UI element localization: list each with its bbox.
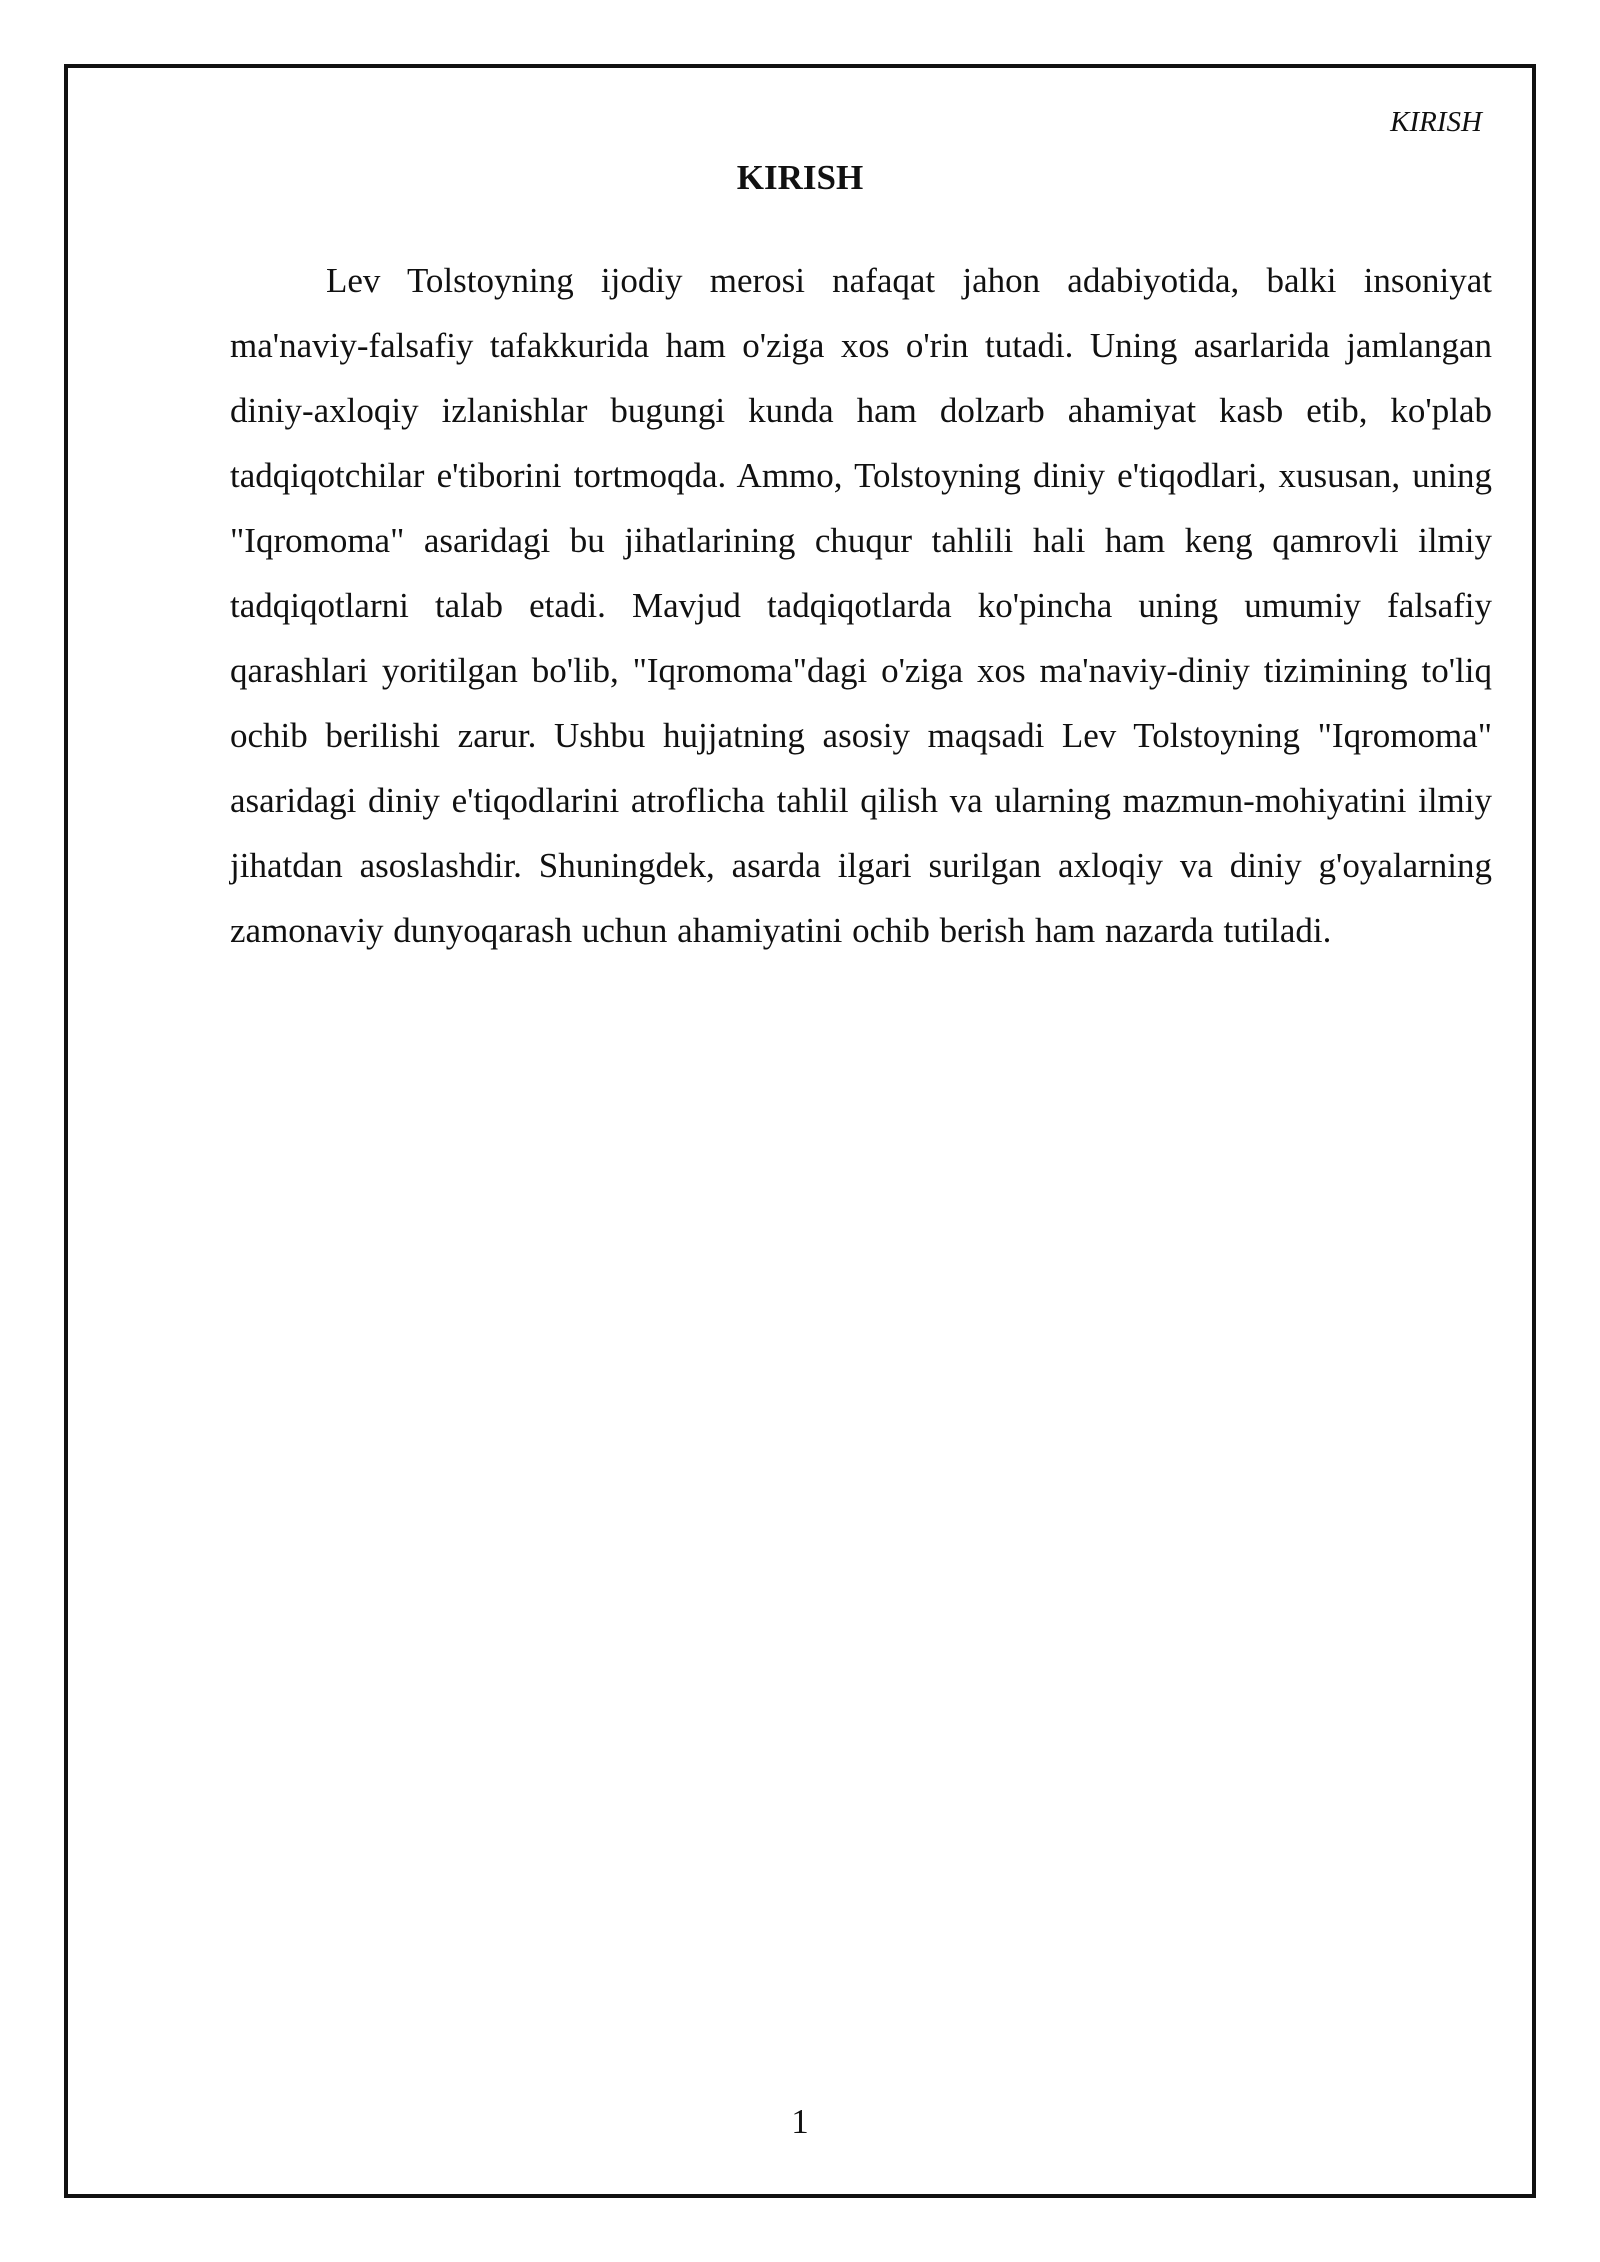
introduction-paragraph: Lev Tolstoyning ijodiy merosi nafaqat jahon adabiyotida, balki insoniyat ma'naviy-falsafiy tafakkurida ham o'ziga xos o'rin tutadi. Uning asarlarida jamlangan diniy-axloqiy izlanishlar bugungi kunda ham dolzarb ahamiyat kasb etib, ko'plab tadqiqotchilar e'tiborini tortmoqda. Ammo, Tolstoyning diniy e'tiqodlari, xususan, uning "Iqromoma" asaridagi bu jihatlarining chuqur tahlili hali ham keng qamrovli ilmiy tadqiqotlarni talab etadi. Mavjud tadqiqotlarda ko'pincha uning umumiy falsafiy qarashlari yoritilgan bo'lib, "Iqromoma"dagi o'ziga xos ma'naviy-diniy tizimining to'liq ochib berilishi zarur. Ushbu hujjatning asosiy maqsadi Lev Tolstoyning "Iqromoma" asaridagi diniy e'tiqodlarini atroflicha tahlil qilish va ularning mazmun-mohiyatini ilmiy jihatdan asoslashdir. Shuningdek, asarda ilgari surilgan axloqiy va diniy g'oyalarning zamonaviy dunyoqarash uchun ahamiyatini ochib berish ham nazarda tutiladi. bbox=[230, 261, 1492, 950]
running-header: KIRISH bbox=[1390, 106, 1482, 138]
page-border bbox=[64, 64, 1536, 2198]
section-title: KIRISH bbox=[736, 158, 864, 197]
page-number: 1 bbox=[791, 2102, 809, 2141]
